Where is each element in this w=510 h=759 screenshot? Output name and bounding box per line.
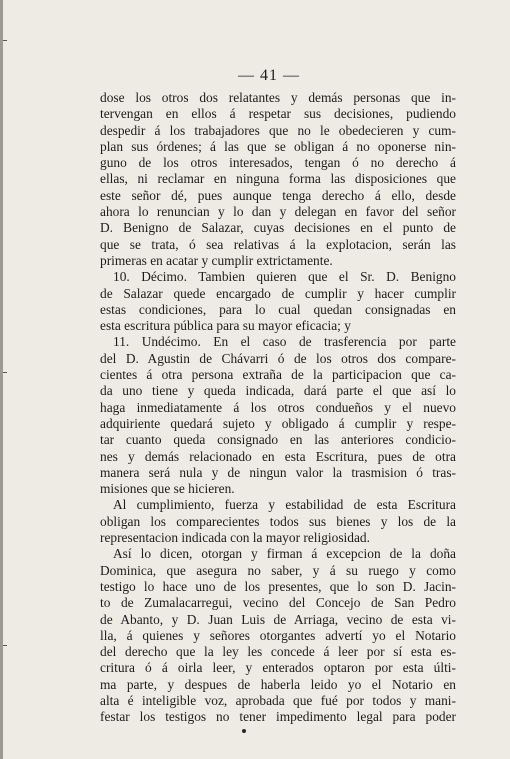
text-line: esta escritura pública para su mayor eficacia; y xyxy=(100,318,351,334)
binding-mark xyxy=(3,40,7,41)
binding-mark xyxy=(3,372,7,373)
page-number: — 41 — xyxy=(238,67,300,84)
text-line: representacion indicada con la mayor religiosidad. xyxy=(100,530,370,546)
text-line: alta é inteligible voz, aprobada que fué por todos y mani- xyxy=(100,692,456,708)
text-line: este señor dé, pues aunque tenga derecho á ello, desde xyxy=(100,187,456,203)
text-line: manera será nula y de ningun valor la trasmision ó tras- xyxy=(100,464,456,480)
binding-mark xyxy=(3,645,7,646)
text-line: to de Zumalacarregui, vecino del Concejo de San Pedro xyxy=(100,595,456,611)
text-line: nes y demás relacionado en esta Escritura, pues de otra xyxy=(100,448,456,464)
text-line: da uno tiene y queda indicada, dará parte el que así lo xyxy=(100,383,456,399)
text-line: de Abanto, y D. Juan Luis de Arriaga, vecino de esta vi- xyxy=(100,611,456,627)
text-line: testigo lo hace uno de los presentes, que lo son D. Jacin- xyxy=(100,578,456,594)
text-line: estas condiciones, para lo cual quedan consignadas en xyxy=(100,301,456,317)
text-line: ahora lo renuncian y lo dan y delegan en favor del señor xyxy=(100,204,456,220)
text-line: D. Benigno de Salazar, cuyas decisiones en el punto de xyxy=(100,220,456,236)
text-line: despedir á los trabajadores que no le obedecieren y cum- xyxy=(100,122,456,138)
text-line: del derecho que la ley les concede á leer por sí esta es- xyxy=(100,644,456,660)
text-line: lla, á quienes y señores otorgantes advertí yo el Notario xyxy=(100,627,456,643)
text-line: Dominica, que asegura no saber, y á su ruego y como xyxy=(100,562,456,578)
text-line: Al cumplimiento, fuerza y estabilidad de esta Escritura xyxy=(113,497,456,513)
text-line: critura ó á oirla leer, y enterados optaron por esta últi- xyxy=(100,660,456,676)
text-line: primeras en acatar y cumplir extrictamente. xyxy=(100,252,333,268)
text-line: dose los otros dos relatantes y demás personas que in- xyxy=(100,90,456,105)
text-line: adquiriente quedará sujeto y obligado á cumplir y respe- xyxy=(100,415,456,431)
text-line: Así lo dicen, otorgan y firman á excepcion de la doña xyxy=(113,546,456,562)
text-line: 11. Undécimo. En el caso de trasferencia por parte xyxy=(113,334,456,350)
text-line: que se trata, ó sea relativas á la explotacion, serán las xyxy=(100,236,456,252)
text-line: plan sus órdenes; á las que se obligan á no oponerse nin- xyxy=(100,138,456,154)
text-line: ellas, ni reclamar en ninguna forma las disposiciones que xyxy=(100,171,456,187)
text-line: cientes á otra persona extraña de la participacion que ca- xyxy=(100,367,456,383)
text-line: tar cuanto queda consignado en las anteriores condicio- xyxy=(100,432,456,448)
text-line: haga inmediatamente á los otros condueños y el nuevo xyxy=(100,399,456,415)
text-line: tervengan en ellos á respetar sus decisiones, pudiendo xyxy=(100,106,456,122)
text-line: guno de los otros interesados, tengan ó no derecho á xyxy=(100,155,456,171)
text-line: ma parte, y despues de haberla leido yo el Notario en xyxy=(100,676,456,692)
body-text xyxy=(100,90,456,726)
text-line: del D. Agustin de Chávarri ó de los otros dos compare- xyxy=(100,350,456,366)
text-line: festar los testigos no tener impedimento legal para poder xyxy=(100,709,456,725)
text-line: misiones que se hicieren. xyxy=(100,481,235,497)
text-line: obligan los comparecientes todos sus bienes y los de la xyxy=(100,513,456,529)
text-line: de Salazar quede encargado de cumplir y hacer cumplir xyxy=(100,285,456,301)
text-line: 10. Décimo. Tambien quieren que el Sr. D. Benigno xyxy=(113,269,456,285)
ink-speck xyxy=(242,729,246,733)
